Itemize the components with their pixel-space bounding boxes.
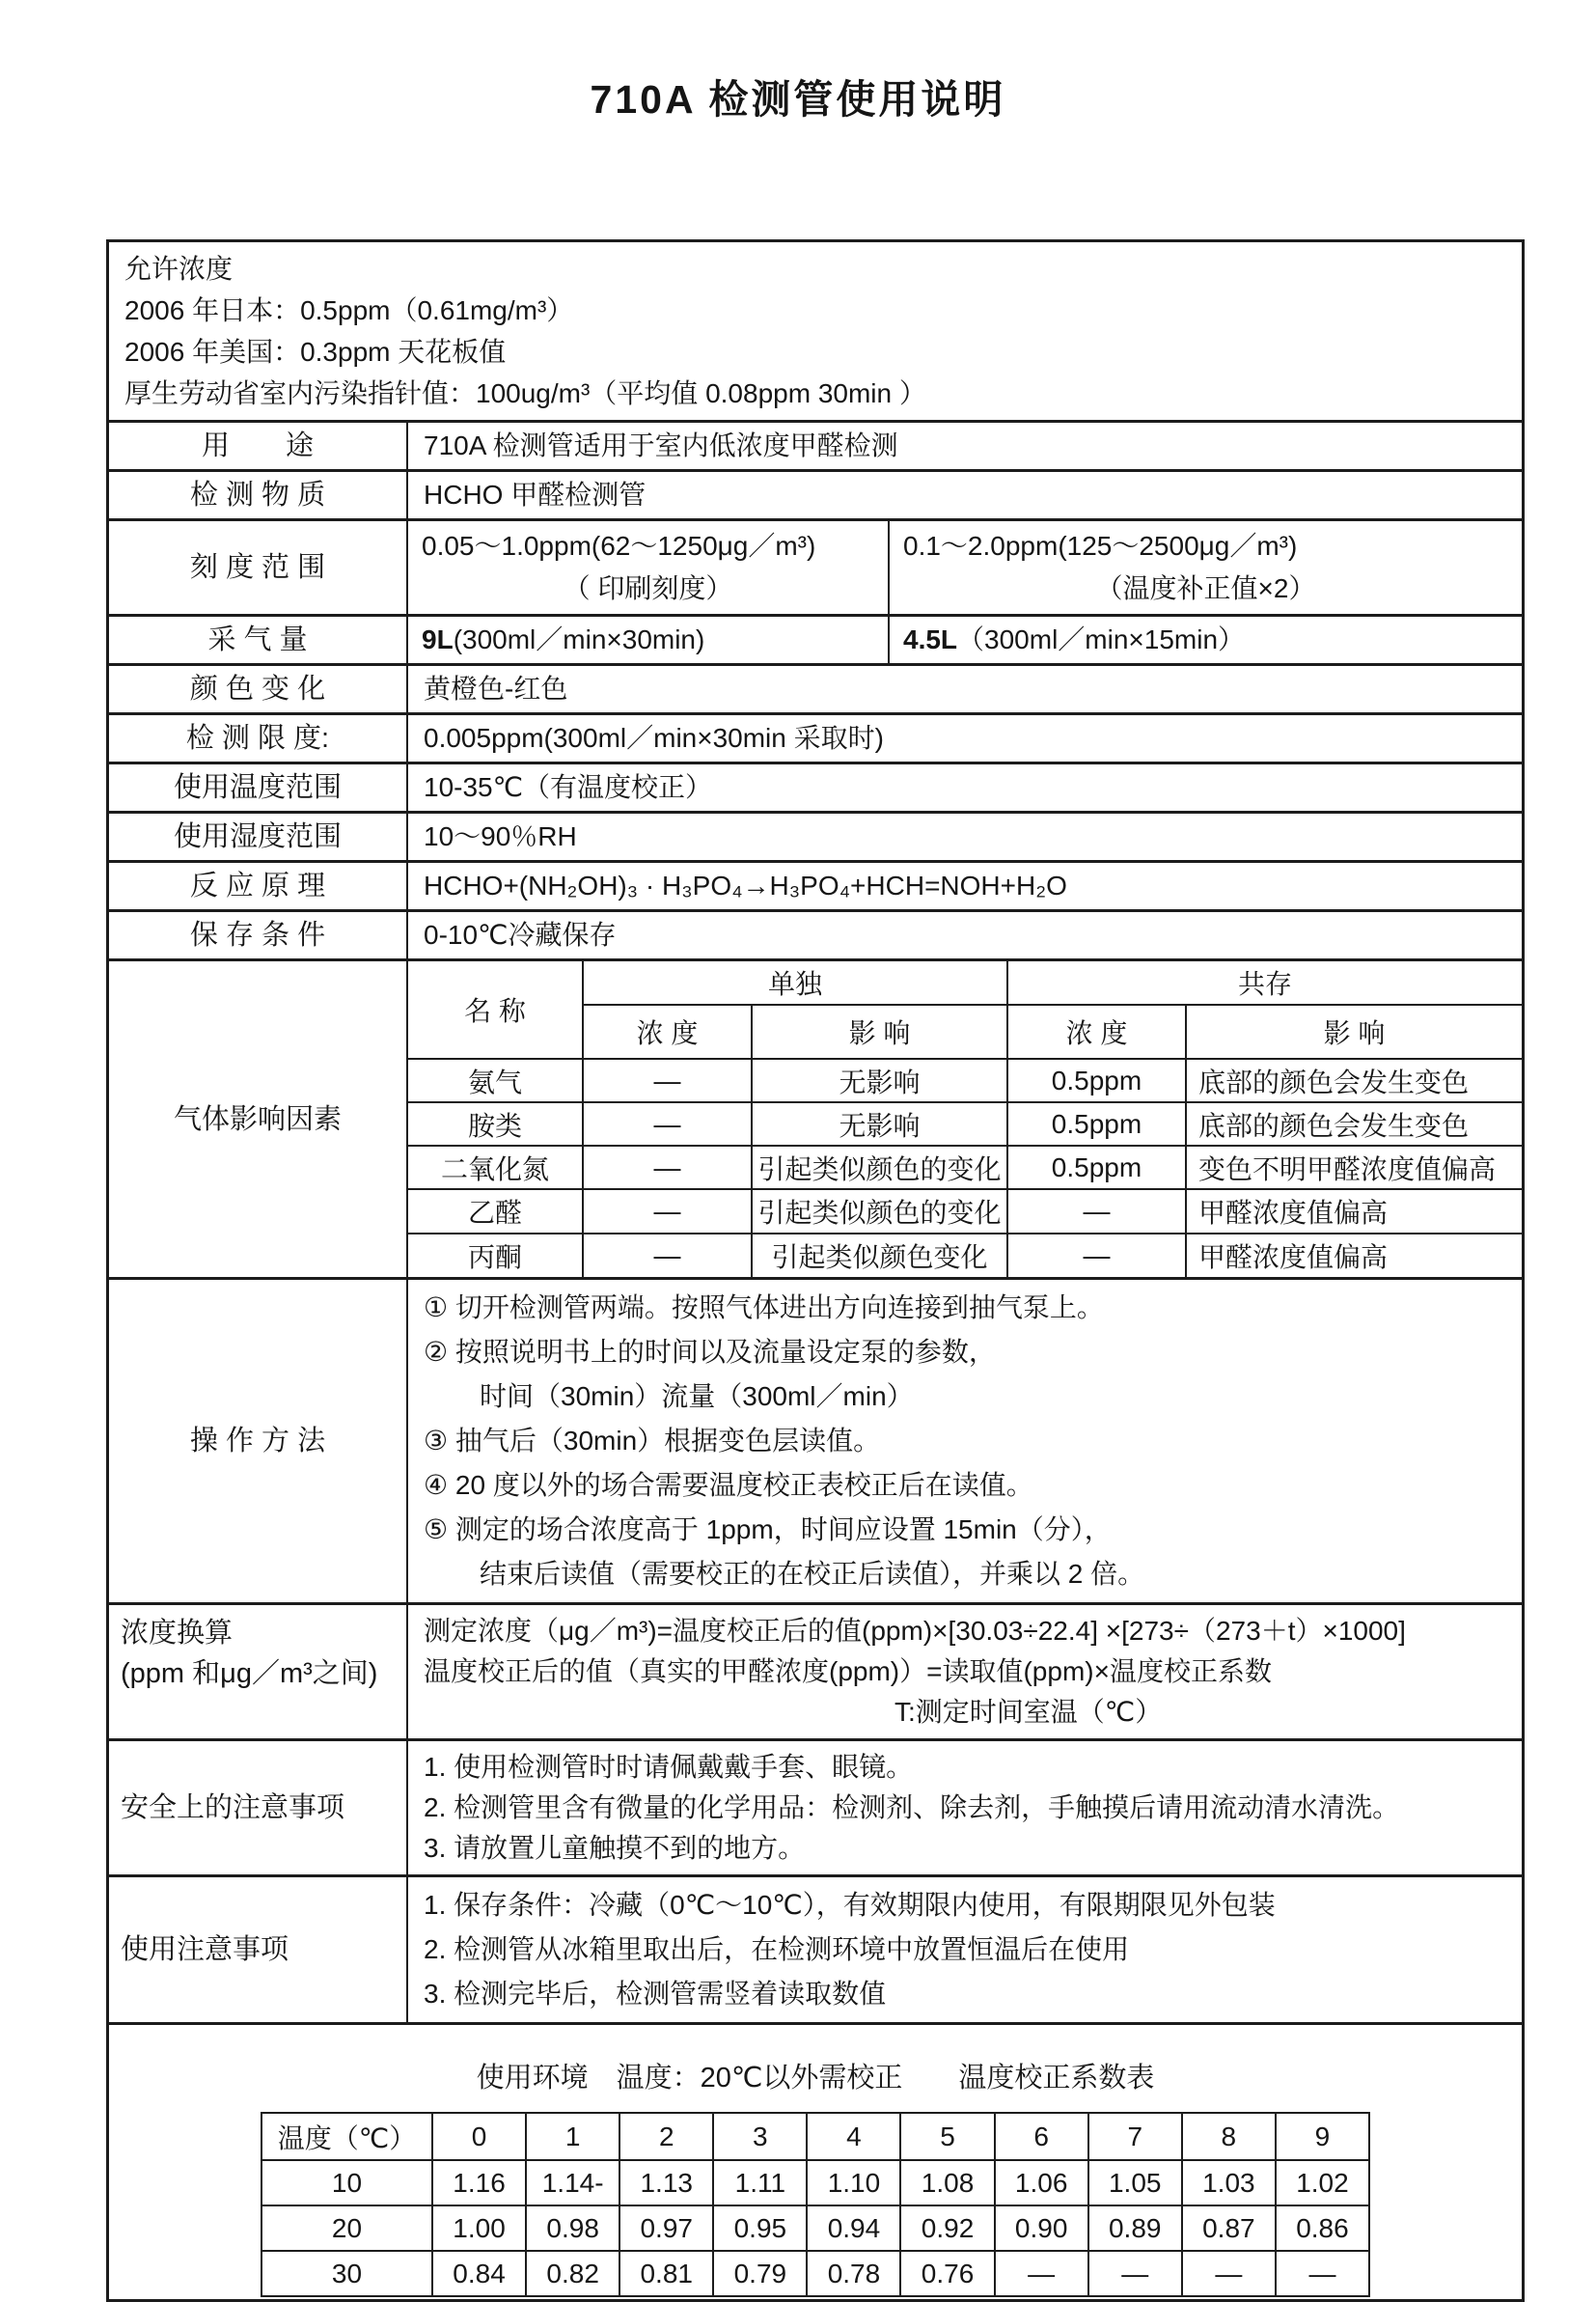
- row-gas-factors-label: 气体影响因素: [109, 961, 408, 1277]
- row-detection-limit-value: 0.005ppm(300ml／min×30min 采取时): [424, 723, 884, 753]
- gas-row-single-effect: 无影响: [751, 1101, 1006, 1145]
- row-usage-value: 710A 检测管适用于室内低浓度甲醛检测: [424, 430, 898, 460]
- corr-cell: 0.94: [806, 2205, 899, 2250]
- gas-row-name: 胺类: [408, 1101, 582, 1145]
- operation-steps: [408, 1280, 1522, 1602]
- corr-cell: 1.13: [619, 2159, 712, 2205]
- gas-header-coexist: 共存: [1006, 961, 1522, 1004]
- corr-cell: 0.87: [1181, 2205, 1275, 2250]
- gas-row-single-effect: 引起类似颜色变化: [751, 1233, 1006, 1277]
- gas-row-single-conc: —: [582, 1233, 751, 1277]
- air-volume-4-5l-detail: （300ml／min×15min）: [957, 624, 1246, 654]
- row-air-volume: [109, 614, 1522, 663]
- row-humidity-range-label: 使用湿度范围: [109, 814, 408, 860]
- row-concentration-conversion-label: [109, 1605, 408, 1738]
- corr-cell: 0.76: [899, 2250, 993, 2295]
- corr-cell: 0.86: [1275, 2205, 1368, 2250]
- corr-header-8: 8: [1181, 2114, 1275, 2159]
- corr-cell: 1.05: [1087, 2159, 1181, 2205]
- scale-range-printed: [408, 521, 888, 614]
- row-humidity-range-value: 10～90％RH: [424, 821, 577, 851]
- operation-step-5-cont: 结束后读值（需要校正的在校正后读值），并乘以 2 倍。: [480, 1559, 1145, 1589]
- safety-note-1: 1. 使用检测管时时请佩戴戴手套、眼镜。: [424, 1752, 914, 1782]
- gas-row-single-conc: —: [582, 1058, 751, 1101]
- air-volume-9l: [408, 617, 888, 663]
- row-operation-method-label: 操 作 方 法: [109, 1280, 408, 1602]
- allowed-line-japan: 2006 年日本：0.5ppm（0.61mg/m³）: [124, 295, 574, 325]
- corr-header-4: 4: [806, 2114, 899, 2159]
- row-storage-condition-value: 0-10℃冷藏保存: [424, 920, 617, 950]
- gas-row-coexist-effect: 变色不明甲醛浓度值偏高: [1185, 1145, 1522, 1188]
- allowed-line-mhlw: 厚生劳动省室内污染指针值：100ug/m³（平均值 0.08ppm 30min ）: [124, 378, 926, 408]
- corr-cell: 1.00: [431, 2205, 525, 2250]
- gas-header-single: 单独: [582, 961, 1006, 1004]
- row-substance-value: HCHO 甲醛检测管: [424, 480, 647, 510]
- usage-note-1: 1. 保存条件：冷藏（0℃～10℃），有效期限内使用，有限期限见外包装: [424, 1890, 1276, 1920]
- conversion-formula-1: 测定浓度（μg／m³)=温度校正后的值(ppm)×[30.03÷22.4] ×[273÷（273＋t）×1000]: [424, 1616, 1406, 1646]
- row-scale-range-values: [408, 521, 1522, 614]
- gas-row-single-conc: —: [582, 1101, 751, 1145]
- corr-cell: —: [1087, 2250, 1181, 2295]
- gas-row-single-effect: 无影响: [751, 1058, 1006, 1101]
- corr-cell: 0.92: [899, 2205, 993, 2250]
- row-detection-limit-label: 检 测 限 度:: [109, 715, 408, 762]
- corr-cell: —: [1181, 2250, 1275, 2295]
- gas-row-name: 氨气: [408, 1058, 582, 1101]
- gas-factors-table: [408, 961, 1522, 1277]
- gas-header-coexist-conc: 浓 度: [1006, 1004, 1185, 1058]
- gas-row-name: 二氧化氮: [408, 1145, 582, 1188]
- gas-row-coexist-effect: 底部的颜色会发生变色: [1185, 1058, 1522, 1101]
- corr-header-0: 0: [431, 2114, 525, 2159]
- gas-row-coexist-conc: 0.5ppm: [1006, 1145, 1185, 1188]
- air-volume-9l-amount: 9L: [422, 624, 454, 654]
- row-safety-notes: [109, 1738, 1522, 1874]
- gas-row-coexist-conc: 0.5ppm: [1006, 1101, 1185, 1145]
- corr-cell: 0.98: [525, 2205, 619, 2250]
- row-color-change-value: 黄橙色-红色: [424, 674, 568, 704]
- gas-row-coexist-effect: 甲醛浓度值偏高: [1185, 1188, 1522, 1233]
- scale-range-printed-value: 0.05～1.0ppm(62～1250μg／m³): [422, 531, 816, 561]
- row-storage-condition-label: 保 存 条 件: [109, 912, 408, 958]
- gas-row-coexist-effect: 底部的颜色会发生变色: [1185, 1101, 1522, 1145]
- gas-row-single-conc: —: [582, 1188, 751, 1233]
- corr-header-5: 5: [899, 2114, 993, 2159]
- corr-cell: —: [994, 2250, 1087, 2295]
- corr-row-temp: 10: [262, 2159, 431, 2205]
- conversion-t-definition: T:测定时间室温（℃）: [894, 1697, 1163, 1727]
- corr-cell: 1.10: [806, 2159, 899, 2205]
- row-operation-method: [109, 1277, 1522, 1602]
- row-temperature-range-label: 使用温度范围: [109, 764, 408, 811]
- gas-header-coexist-effect: 影 响: [1185, 1004, 1522, 1058]
- corr-cell: —: [1275, 2250, 1368, 2295]
- corr-cell: 1.03: [1181, 2159, 1275, 2205]
- corr-cell: 0.81: [619, 2250, 712, 2295]
- page-title: 710A 检测管使用说明: [590, 77, 1006, 122]
- spec-table: [106, 239, 1525, 2302]
- scale-range-corrected-value: 0.1～2.0ppm(125～2500μg／m³): [903, 531, 1298, 561]
- row-color-change-label: 颜 色 变 化: [109, 666, 408, 712]
- operation-step-4: ④ 20 度以外的场合需要温度校正表校正后在读值。: [424, 1470, 1033, 1500]
- operation-step-5: ⑤ 测定的场合浓度高于 1ppm，时间应设置 15min（分），: [424, 1514, 1112, 1544]
- row-concentration-conversion: [109, 1602, 1522, 1738]
- allowed-concentration-row: [109, 242, 1522, 420]
- corr-cell: 0.82: [525, 2250, 619, 2295]
- scale-range-corrected: [888, 521, 1522, 614]
- row-humidity-range: [109, 811, 1522, 860]
- air-volume-9l-detail: (300ml／min×30min): [453, 624, 705, 654]
- usage-note-2: 2. 检测管从冰箱里取出后，在检测环境中放置恒温后在使用: [424, 1934, 1130, 1964]
- corr-cell: 0.89: [1087, 2205, 1181, 2250]
- operation-step-3: ③ 抽气后（30min）根据变色层读值。: [424, 1426, 881, 1456]
- safety-note-3: 3. 请放置儿童触摸不到的地方。: [424, 1833, 806, 1863]
- row-reaction-principle-value: HCHO+(NH₂OH)₃ · H₃PO₄→H₃PO₄+HCH=NOH+H₂O: [424, 871, 1067, 901]
- gas-row-coexist-conc: 0.5ppm: [1006, 1058, 1185, 1101]
- correction-coefficient-table: [261, 2112, 1370, 2297]
- corr-cell: 1.08: [899, 2159, 993, 2205]
- row-temperature-range-value: 10-35℃（有温度校正）: [424, 772, 713, 802]
- gas-row-single-conc: —: [582, 1145, 751, 1188]
- row-safety-notes-label: 安全上的注意事项: [109, 1741, 408, 1874]
- row-substance-label: 检 测 物 质: [109, 472, 408, 518]
- row-usage: [109, 420, 1522, 469]
- row-storage-condition: [109, 909, 1522, 958]
- conversion-formulas: [408, 1605, 1522, 1738]
- corr-header-3: 3: [712, 2114, 806, 2159]
- corr-cell: 0.95: [712, 2205, 806, 2250]
- conversion-label-line2: (ppm 和μg／m³之间): [121, 1658, 378, 1689]
- conversion-label-line1: 浓度换算: [121, 1618, 234, 1649]
- allowed-line-heading: 允许浓度: [124, 254, 234, 284]
- gas-row-single-effect: 引起类似颜色的变化: [751, 1188, 1006, 1233]
- corr-cell: 0.97: [619, 2205, 712, 2250]
- row-detection-limit: [109, 712, 1522, 762]
- corr-header-9: 9: [1275, 2114, 1368, 2159]
- allowed-line-usa: 2006 年美国：0.3ppm 天花板值: [124, 337, 507, 367]
- gas-row-name: 乙醛: [408, 1188, 582, 1233]
- corr-cell: 0.79: [712, 2250, 806, 2295]
- gas-row-single-effect: 引起类似颜色的变化: [751, 1145, 1006, 1188]
- gas-header-single-effect: 影 响: [751, 1004, 1006, 1058]
- corr-cell: 0.90: [994, 2205, 1087, 2250]
- safety-note-2: 2. 检测管里含有微量的化学用品：检测剂、除去剂，手触摸后请用流动清水清洗。: [424, 1792, 1400, 1822]
- corr-row-temp: 30: [262, 2250, 431, 2295]
- corr-cell: 1.06: [994, 2159, 1087, 2205]
- gas-row-coexist-effect: 甲醛浓度值偏高: [1185, 1233, 1522, 1277]
- corr-cell: 1.11: [712, 2159, 806, 2205]
- row-reaction-principle-label: 反 应 原 理: [109, 863, 408, 909]
- corr-cell: 1.02: [1275, 2159, 1368, 2205]
- gas-row-name: 丙酮: [408, 1233, 582, 1277]
- operation-step-2-cont: 时间（30min）流量（300ml／min）: [480, 1381, 914, 1411]
- safety-notes-list: [408, 1741, 1522, 1874]
- air-volume-4-5l-amount: 4.5L: [903, 624, 958, 654]
- scale-range-printed-note: （ 印刷刻度）: [563, 573, 733, 603]
- correction-table-caption: 使用环境 温度：20℃以外需校正 温度校正系数表: [476, 2063, 1155, 2094]
- air-volume-4-5l: [888, 617, 1522, 663]
- row-air-volume-values: [408, 617, 1522, 663]
- conversion-formula-2: 温度校正后的值（真实的甲醛浓度(ppm)）=读取值(ppm)×温度校正系数: [424, 1656, 1272, 1686]
- corr-header-6: 6: [994, 2114, 1087, 2159]
- row-temperature-range: [109, 762, 1522, 811]
- corr-cell: 0.78: [806, 2250, 899, 2295]
- row-usage-notes-label: 使用注意事项: [109, 1877, 408, 2022]
- row-gas-factors: [109, 958, 1522, 1277]
- operation-step-2: ② 按照说明书上的时间以及流量设定泵的参数，: [424, 1337, 996, 1367]
- row-scale-range-label: 刻 度 范 围: [109, 521, 408, 614]
- row-usage-label: 用 途: [109, 423, 408, 469]
- row-substance: [109, 469, 1522, 518]
- row-usage-notes: [109, 1874, 1522, 2022]
- corr-header-7: 7: [1087, 2114, 1181, 2159]
- corr-cell: 1.14-: [525, 2159, 619, 2205]
- row-color-change: [109, 663, 1522, 712]
- gas-header-name: 名 称: [464, 996, 526, 1026]
- corr-header-temperature: 温度（℃）: [277, 2122, 417, 2153]
- corr-header-2: 2: [619, 2114, 712, 2159]
- usage-notes-list: [408, 1877, 1522, 2022]
- corr-cell: 1.16: [431, 2159, 525, 2205]
- corr-header-1: 1: [525, 2114, 619, 2159]
- corr-row-temp: 20: [262, 2205, 431, 2250]
- gas-row-coexist-conc: —: [1006, 1233, 1185, 1277]
- allowed-concentration-block: [109, 242, 942, 420]
- usage-note-3: 3. 检测完毕后，检测管需竖着读取数值: [424, 1979, 887, 2009]
- gas-header-single-conc: 浓 度: [582, 1004, 751, 1058]
- corr-cell: 0.84: [431, 2250, 525, 2295]
- row-reaction-principle: [109, 860, 1522, 909]
- operation-step-1: ① 切开检测管两端。按照气体进出方向连接到抽气泵上。: [424, 1292, 1104, 1322]
- gas-row-coexist-conc: —: [1006, 1188, 1185, 1233]
- scale-range-corrected-note: （温度补正值×2）: [1095, 573, 1316, 603]
- row-air-volume-label: 采 气 量: [109, 617, 408, 663]
- row-scale-range: [109, 518, 1522, 614]
